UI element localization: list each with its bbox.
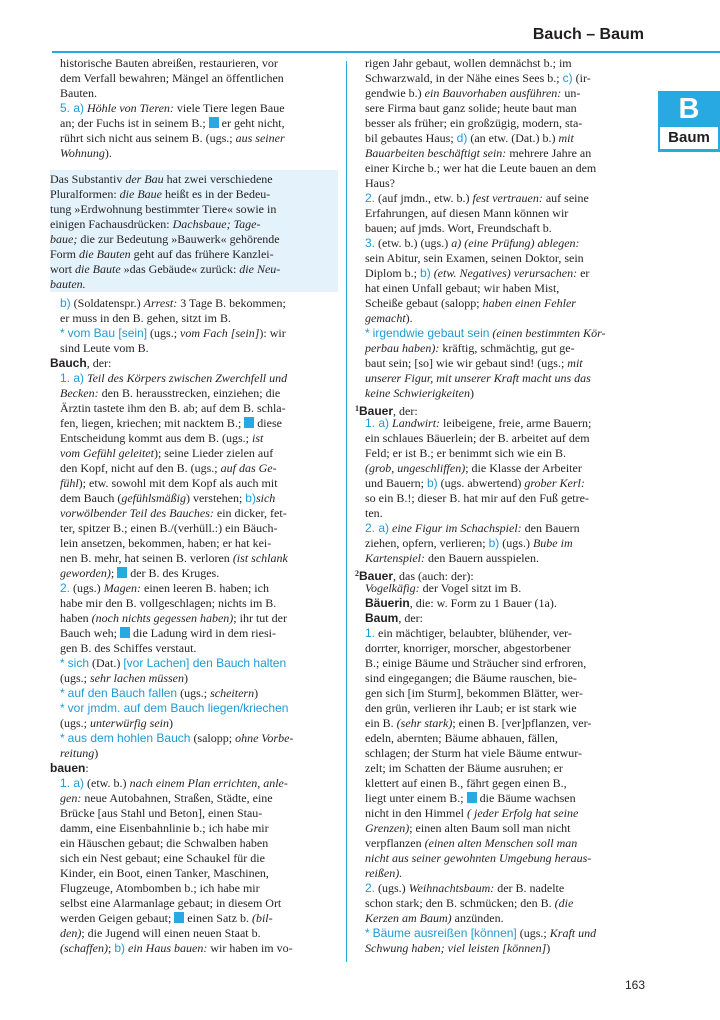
usage-note-line: Pluralformen: die Baue heißt es in der Bedeu- bbox=[50, 187, 271, 201]
dictionary-line: vorwölbender Teil des Bauches: ein dicker, fet- bbox=[60, 506, 287, 520]
dictionary-line: den); die Jugend will einen neuen Staat b. bbox=[60, 926, 261, 940]
dictionary-line: so ein B.!; dieser B. hat mir auf den Fuß getre- bbox=[365, 491, 589, 505]
dictionary-line: reißen). bbox=[365, 866, 403, 880]
dictionary-line: Haus? bbox=[365, 176, 395, 190]
dictionary-line: ein B. (sehr stark); einen B. [ver]pflanzen, ver- bbox=[365, 716, 592, 730]
dictionary-line: dem Verfall bewahren; Mängel an öffentlichen bbox=[60, 71, 284, 85]
dictionary-line: Bauten. bbox=[60, 86, 97, 100]
entry-lines-top bbox=[50, 56, 338, 161]
usage-note-line: bauten. bbox=[50, 277, 86, 291]
dictionary-line: an; der Fuchs ist in seinem B.; er geht nicht, bbox=[60, 116, 285, 130]
dictionary-line: rührt sich nicht aus seinem B. (ugs.; aus seiner bbox=[60, 131, 285, 145]
dictionary-line: liegt unter einem B.; die Bäume wachsen bbox=[365, 791, 576, 805]
usage-note-line: baue; die zur Bedeutung »Bauwerk« gehörende bbox=[50, 232, 280, 246]
dictionary-line: Bauch weh; die Ladung wird in dem riesi- bbox=[60, 626, 276, 640]
dictionary-line: hat einen Unfall gebaut; wir haben Mist, bbox=[365, 281, 560, 295]
dictionary-line: ein Häuschen gebaut; die Schwalben haben bbox=[60, 836, 269, 850]
dictionary-line: 2. (auf jmdn., etw. b.) fest vertrauen: auf seine bbox=[365, 191, 589, 205]
figurative-marker-icon bbox=[174, 912, 184, 923]
dictionary-line: gen B. des Schiffes verstaut. bbox=[60, 641, 197, 655]
dictionary-line: * irgendwie gebaut sein (einen bestimmten Kör- bbox=[365, 326, 606, 340]
left-column bbox=[50, 56, 338, 956]
dictionary-line: nicht in den Himmel ( jeder Erfolg hat seine bbox=[365, 806, 579, 820]
dictionary-line: bauen: bbox=[50, 761, 89, 775]
usage-note-box bbox=[50, 170, 338, 292]
dictionary-line: keine Schwierigkeiten) bbox=[365, 386, 474, 400]
dictionary-line: Vogelkäfig: der Vogel sitzt im B. bbox=[365, 581, 522, 595]
page-number: 163 bbox=[624, 978, 645, 992]
dictionary-line: lein ansetzen, bekommen, haben; er hat kei- bbox=[60, 536, 272, 550]
dictionary-line: $^1$Bauer, der: bbox=[355, 404, 418, 418]
dictionary-line: $^2$Bauer, das (auch: der): bbox=[355, 569, 474, 583]
dictionary-line: fühl); etw. sowohl mit dem Kopf als auch mit bbox=[60, 476, 278, 490]
dictionary-line: unserer Figur, mit unserer Kraft macht uns das bbox=[365, 371, 591, 385]
dictionary-line: 3. (etw. b.) (ugs.) a) (eine Prüfung) ablegen: bbox=[365, 236, 580, 250]
entry-lines-bottom bbox=[50, 296, 338, 956]
thumb-index-tab[interactable] bbox=[658, 91, 720, 152]
dictionary-line: Scheiße gebaut (salopp; haben einen Fehler bbox=[365, 296, 576, 310]
dictionary-line: Bäuerin, die: w. Form zu 1 Bauer (1a). bbox=[365, 596, 557, 610]
usage-note-line: einigen Fachausdrücken: Dachsbaue; Tage- bbox=[50, 217, 261, 231]
figurative-marker-icon bbox=[120, 627, 130, 638]
dictionary-line: b) (Soldatenspr.) Arrest: 3 Tage B. bekommen; bbox=[60, 296, 286, 310]
dictionary-line: Wohnung). bbox=[60, 146, 112, 160]
header-rule bbox=[52, 51, 720, 53]
dictionary-line: * vom Bau [sein] (ugs.; vom Fach [sein]): wir bbox=[60, 326, 286, 340]
dictionary-line: 1. a) (etw. b.) nach einem Plan errichten, anle- bbox=[60, 776, 288, 790]
dictionary-line: rigen Jahr gebaut, wollen demnächst b.; im bbox=[365, 56, 572, 70]
running-head: Bauch – Baum bbox=[532, 26, 644, 43]
dictionary-line: 1. ein mächtiger, belaubter, blühender, ver- bbox=[365, 626, 572, 640]
dictionary-line: (schaffen); b) ein Haus bauen: wir haben im vo- bbox=[60, 941, 293, 955]
dictionary-line: Ärztin tastete ihm den B. ab; auf dem B. schla- bbox=[60, 401, 286, 415]
dictionary-line: Bauch, der: bbox=[50, 356, 112, 370]
column-divider bbox=[346, 61, 347, 962]
dictionary-line: nen B. mehr, hat seinen B. verloren (ist schlank bbox=[60, 551, 288, 565]
dictionary-line: gemacht). bbox=[365, 311, 413, 325]
dictionary-line: schon stark; den B. schmücken; den B. (die bbox=[365, 896, 574, 910]
dictionary-line: habe mir den B. vollgeschlagen; nichts im B. bbox=[60, 596, 277, 610]
dictionary-line: 1. a) Landwirt: leibeigene, freie, arme Bauern; bbox=[365, 416, 592, 430]
dictionary-line: B.; einige Bäume und Sträucher sind erfroren, bbox=[365, 656, 587, 670]
dictionary-line: Flugzeuge, Atombomben b.; ich habe mir bbox=[60, 881, 260, 895]
figurative-marker-icon bbox=[117, 567, 127, 578]
dictionary-line: (grob, ungeschliffen); die Klasse der Arbeiter bbox=[365, 461, 582, 475]
dictionary-line: sere Firma baut ganz solide; heute baut man bbox=[365, 101, 577, 115]
dictionary-line: perbau haben): kräftig, schmächtig, gut ge- bbox=[365, 341, 575, 355]
dictionary-line: Erfahrungen, auf diesen Mann können wir bbox=[365, 206, 569, 220]
dictionary-line: den Kopf, nicht auf den B. (ugs.; auf das Ge- bbox=[60, 461, 277, 475]
dictionary-line: sind Leute vom B. bbox=[60, 341, 149, 355]
dictionary-line: 5. a) Höhle von Tieren: viele Tiere legen Baue bbox=[60, 101, 285, 115]
dictionary-line: ter, spitzer B.; einen B./(verhüll.:) ein Bäuch- bbox=[60, 521, 278, 535]
dictionary-line: baut sein; [so] wie wir gebaut sind! (ugs.; mit bbox=[365, 356, 583, 370]
dictionary-line: Feld; er ist B.; er benimmt sich wie ein B. bbox=[365, 446, 566, 460]
dictionary-line: werden Geigen gebaut; einen Satz b. (bil- bbox=[60, 911, 273, 925]
dictionary-line: ziehen, opfern, verlieren; b) (ugs.) Bube im bbox=[365, 536, 573, 550]
dictionary-line: den grün, verlieren ihr Laub; er ist stark wie bbox=[365, 701, 577, 715]
dictionary-line: ten. bbox=[365, 506, 383, 520]
dictionary-line: gen sich [im Sturm], bekommen Blätter, wer- bbox=[365, 686, 583, 700]
dictionary-line: bauen; auf jmds. Wort, Freundschaft b. bbox=[365, 221, 552, 235]
figurative-marker-icon bbox=[467, 792, 477, 803]
thumb-index-word: Baum bbox=[660, 127, 718, 149]
dictionary-line: historische Bauten abreißen, restaurieren, vor bbox=[60, 56, 278, 70]
dictionary-line: Entscheidung kommt aus dem B. (ugs.; ist bbox=[60, 431, 264, 445]
dictionary-line: sich ein Nest gebaut; eine Schaukel für die bbox=[60, 851, 265, 865]
dictionary-line: Brücke [aus Stahl und Beton], einen Stau- bbox=[60, 806, 263, 820]
dictionary-line: ein schlaues Bäuerlein; der B. arbeitet auf dem bbox=[365, 431, 590, 445]
dictionary-line: 2. a) eine Figur im Schachspiel: den Bauern bbox=[365, 521, 580, 535]
dictionary-line: damm, eine Eisenbahnlinie b.; ich habe mir bbox=[60, 821, 269, 835]
usage-note-line: wort die Baute »das Gebäude« zurück: die Neu- bbox=[50, 262, 281, 276]
dictionary-line: 2. (ugs.) Magen: einen leeren B. haben; ich bbox=[60, 581, 269, 595]
dictionary-line: reitung) bbox=[60, 746, 99, 760]
usage-note-line: tung »Erdwohnung bestimmter Tiere« sowie in bbox=[50, 202, 277, 216]
dictionary-line: klettert auf einen B., fährt gegen einen B., bbox=[365, 776, 567, 790]
dictionary-line: (ugs.; unterwürfig sein) bbox=[60, 716, 174, 730]
dictionary-line: dem Bauch (gefühlsmäßig) verstehen; b)sich bbox=[60, 491, 276, 505]
dictionary-line: zelt; im Schatten der Bäume ausruhen; er bbox=[365, 761, 563, 775]
dictionary-line: * aus dem hohlen Bauch (salopp; ohne Vorbe- bbox=[60, 731, 294, 745]
entry-lines-right bbox=[355, 56, 637, 956]
dictionary-line: * auf den Bauch fallen (ugs.; scheitern) bbox=[60, 686, 259, 700]
dictionary-line: 1. a) Teil des Körpers zwischen Zwerchfell und bbox=[60, 371, 288, 385]
dictionary-line: gen: neue Autobahnen, Straßen, Städte, eine bbox=[60, 791, 273, 805]
dictionary-line: fen, liegen, kriechen; mit nacktem B.; diese bbox=[60, 416, 282, 430]
dictionary-line: Bauarbeiten beschäftigt sein: mehrere Jahre an bbox=[365, 146, 592, 160]
dictionary-line: * vor jmdm. auf dem Bauch liegen/kriechen bbox=[60, 701, 289, 715]
dictionary-line: * Bäume ausreißen [können] (ugs.; Kraft und bbox=[365, 926, 597, 940]
dictionary-line: vom Gefühl geleitet); seine Lieder zielen auf bbox=[60, 446, 274, 460]
dictionary-line: bil gebautes Haus; d) (an etw. (Dat.) b.) mit bbox=[365, 131, 574, 145]
right-column bbox=[355, 56, 637, 956]
dictionary-line: nicht aus seiner gewohnten Umgebung heraus- bbox=[365, 851, 592, 865]
usage-note-line: Das Substantiv der Bau hat zwei verschiedene bbox=[50, 172, 273, 186]
dictionary-line: gendwie b.) ein Bauvorhaben ausführen: un- bbox=[365, 86, 581, 100]
dictionary-line: und Bauern; b) (ugs. abwertend) grober Kerl: bbox=[365, 476, 585, 490]
dictionary-line: Grenzen); einen alten Baum soll man nicht bbox=[365, 821, 571, 835]
dictionary-line: haben (noch nichts gegessen haben); ihr tut der bbox=[60, 611, 287, 625]
dictionary-line: Diplom b.; b) (etw. Negatives) verursachen: er bbox=[365, 266, 590, 280]
dictionary-line: verpflanzen (einen alten Menschen soll man bbox=[365, 836, 578, 850]
dictionary-line: Schwarzwald, in der Nähe eines Sees b.; c) (ir- bbox=[365, 71, 591, 85]
dictionary-line: sein Abitur, sein Examen, seinen Doktor, sein bbox=[365, 251, 584, 265]
dictionary-line: einer Kirche b.; wer hat die Leute bauen an dem bbox=[365, 161, 597, 175]
figurative-marker-icon bbox=[244, 417, 254, 428]
dictionary-line: geworden); der B. des Kruges. bbox=[60, 566, 220, 580]
dictionary-line: Kartenspiel: den Bauern ausspielen. bbox=[365, 551, 539, 565]
thumb-index-letter: B bbox=[678, 93, 700, 125]
dictionary-line: * sich (Dat.) [vor Lachen] den Bauch halten bbox=[60, 656, 287, 670]
dictionary-line: Schwung haben; viel leisten [können]) bbox=[365, 941, 551, 955]
dictionary-line: er muss in den B. gehen, sitzt im B. bbox=[60, 311, 231, 325]
dictionary-line: selbst eine Alarmanlage gebaut; in diesem Ort bbox=[60, 896, 282, 910]
dictionary-line: schlagen; der Sturm hat viele Bäume entwur- bbox=[365, 746, 583, 760]
dictionary-line: dorrter, knorriger, morscher, abgestorbener bbox=[365, 641, 571, 655]
usage-note-line: Form die Bauten geht auf das frühere Kanzlei- bbox=[50, 247, 274, 261]
dictionary-line: Kinder, ein Boot, einen Tanker, Maschinen, bbox=[60, 866, 269, 880]
dictionary-line: (ugs.; sehr lachen müssen) bbox=[60, 671, 188, 685]
dictionary-line: Baum, der: bbox=[365, 611, 423, 625]
dictionary-line: Kerzen am Baum) anzünden. bbox=[365, 911, 504, 925]
dictionary-line: edeln, abernten; Bäume abhauen, fällen, bbox=[365, 731, 558, 745]
dictionary-line: besser als früher; ein großzügig, modern, sta- bbox=[365, 116, 583, 130]
dictionary-line: Becken: den B. herausstrecken, einziehen; die bbox=[60, 386, 281, 400]
dictionary-line: 2. (ugs.) Weihnachtsbaum: der B. nadelte bbox=[365, 881, 565, 895]
figurative-marker-icon bbox=[209, 117, 219, 128]
dictionary-line: sind eingegangen; die Bäume rauschen, bie- bbox=[365, 671, 577, 685]
